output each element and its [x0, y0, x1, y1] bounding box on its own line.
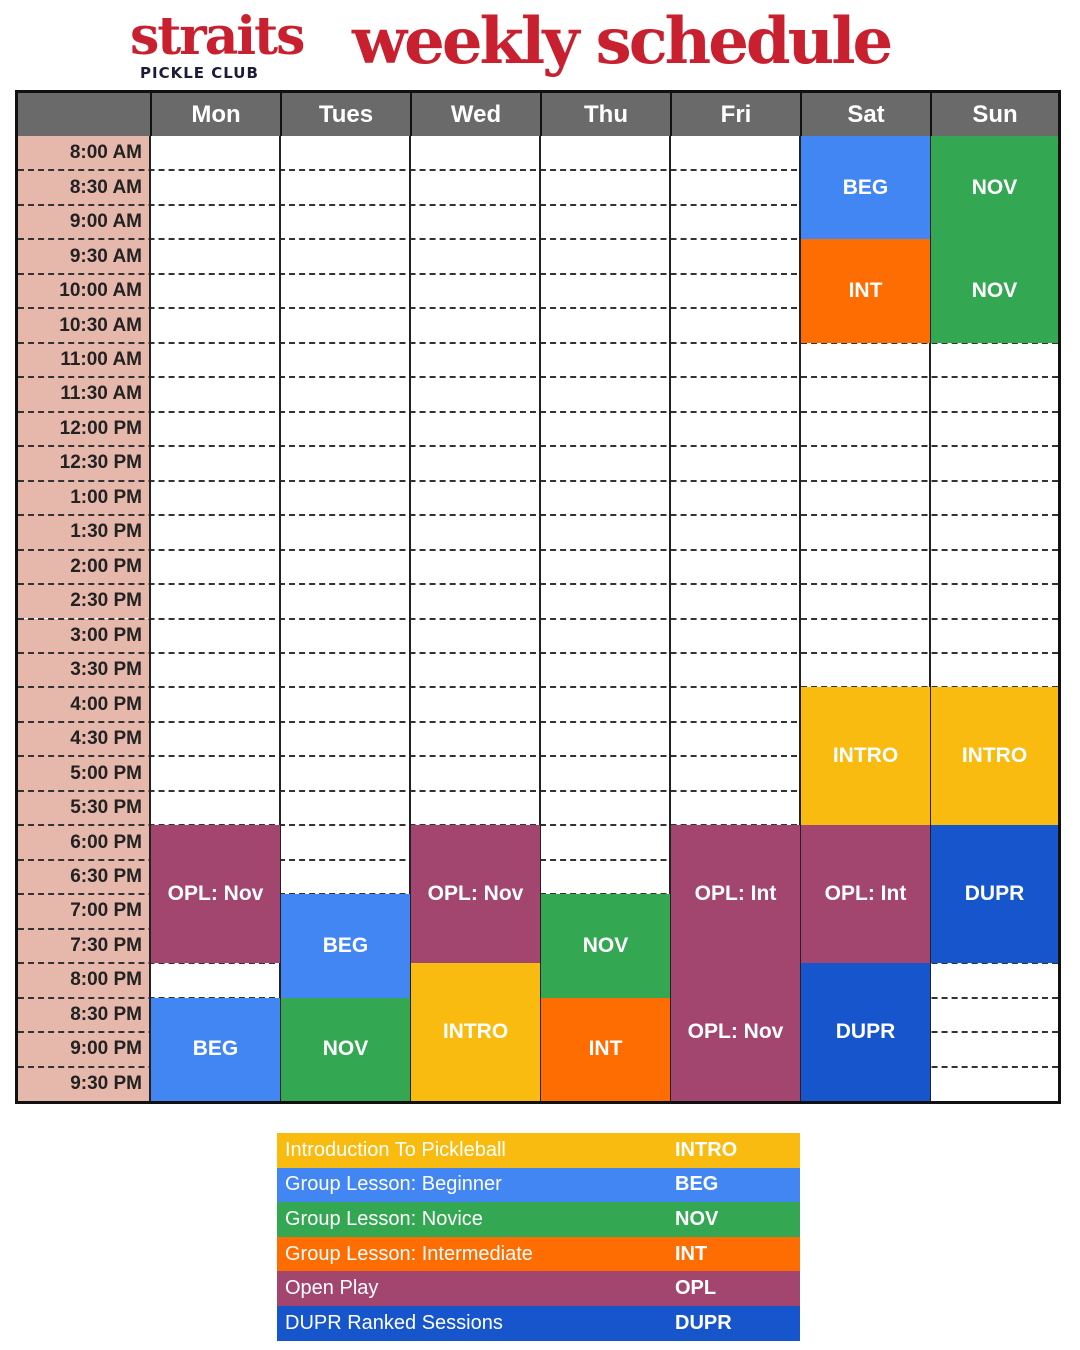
day-header-sat: Sat: [800, 93, 930, 136]
legend: [277, 1133, 800, 1341]
row-divider: [18, 618, 1058, 620]
session-block-beg[interactable]: BEG: [281, 894, 410, 997]
day-header-wed: Wed: [410, 93, 540, 136]
time-label: 3:00 PM: [18, 619, 150, 653]
row-divider: [18, 652, 1058, 654]
session-block-beg[interactable]: BEG: [151, 998, 280, 1101]
session-block-dupr[interactable]: DUPR: [801, 963, 930, 1101]
session-block-intro[interactable]: INTRO: [931, 687, 1058, 825]
legend-row-nov: [277, 1202, 800, 1237]
time-label: 10:30 AM: [18, 308, 150, 342]
time-label: 8:30 AM: [18, 170, 150, 204]
row-divider: [18, 376, 1058, 378]
session-block-dupr[interactable]: DUPR: [931, 825, 1058, 963]
session-block-opl[interactable]: OPL: Int: [801, 825, 930, 963]
legend-description: Group Lesson: Intermediate: [285, 1242, 533, 1265]
session-block-int[interactable]: INT: [541, 998, 670, 1101]
time-label: 6:30 PM: [18, 860, 150, 894]
session-block-nov[interactable]: NOV: [281, 998, 410, 1101]
session-block-int[interactable]: INT: [801, 239, 930, 342]
time-label: 3:30 PM: [18, 653, 150, 687]
time-label: 7:30 PM: [18, 929, 150, 963]
time-label: 9:30 PM: [18, 1067, 150, 1101]
time-label: 11:30 AM: [18, 377, 150, 411]
legend-row-int: [277, 1237, 800, 1272]
time-label: 8:00 PM: [18, 963, 150, 997]
time-label: 8:00 AM: [18, 136, 150, 170]
day-header-thu: Thu: [540, 93, 670, 136]
time-label: 12:30 PM: [18, 446, 150, 480]
legend-description: Open Play: [285, 1277, 379, 1300]
time-label: 6:00 PM: [18, 825, 150, 859]
legend-description: Introduction To Pickleball: [285, 1138, 506, 1161]
session-block-nov[interactable]: NOV: [931, 239, 1058, 342]
page-title: weekly schedule: [352, 4, 891, 79]
schedule-grid: [15, 90, 1061, 1104]
legend-description: Group Lesson: Novice: [285, 1207, 483, 1230]
day-header-row: [18, 93, 1058, 136]
session-block-beg[interactable]: BEG: [801, 136, 930, 239]
time-label: 7:00 PM: [18, 894, 150, 928]
time-label: 1:00 PM: [18, 481, 150, 515]
legend-code: NOV: [675, 1207, 719, 1230]
time-label: 1:30 PM: [18, 515, 150, 549]
time-label: 12:00 PM: [18, 412, 150, 446]
time-label: 11:00 AM: [18, 343, 150, 377]
brand-subtitle: PICKLE CLUB: [140, 64, 259, 82]
time-label: 8:30 PM: [18, 998, 150, 1032]
day-header-tues: Tues: [280, 93, 410, 136]
time-label: 5:30 PM: [18, 791, 150, 825]
session-block-intro[interactable]: INTRO: [801, 687, 930, 825]
time-label: 9:00 AM: [18, 205, 150, 239]
time-label: 2:00 PM: [18, 550, 150, 584]
session-block-opl[interactable]: OPL: Nov: [151, 825, 280, 963]
row-divider: [18, 411, 1058, 413]
time-label: 9:30 AM: [18, 239, 150, 273]
row-divider: [18, 549, 1058, 551]
row-divider: [18, 445, 1058, 447]
legend-code: INTRO: [675, 1138, 738, 1161]
brand-name: straits: [130, 6, 304, 67]
time-label: 5:00 PM: [18, 756, 150, 790]
legend-row-beg: [277, 1168, 800, 1203]
session-block-intro[interactable]: INTRO: [411, 963, 540, 1101]
legend-row-dupr: [277, 1306, 800, 1341]
session-block-opl[interactable]: OPL: Nov: [411, 825, 540, 963]
session-block-nov[interactable]: NOV: [541, 894, 670, 997]
legend-code: INT: [675, 1242, 708, 1265]
day-header-fri: Fri: [670, 93, 800, 136]
time-label: 4:30 PM: [18, 722, 150, 756]
time-label: 10:00 AM: [18, 274, 150, 308]
legend-code: DUPR: [675, 1311, 732, 1334]
day-header-sun: Sun: [930, 93, 1058, 136]
legend-description: DUPR Ranked Sessions: [285, 1311, 503, 1334]
time-label: 2:30 PM: [18, 584, 150, 618]
row-divider: [18, 583, 1058, 585]
day-header-mon: Mon: [150, 93, 280, 136]
legend-code: OPL: [675, 1277, 717, 1300]
session-block-opl[interactable]: OPL: Nov: [671, 963, 800, 1101]
brand-logo: [130, 2, 340, 84]
legend-row-intro: [277, 1133, 800, 1168]
session-block-nov[interactable]: NOV: [931, 136, 1058, 239]
legend-code: BEG: [675, 1173, 719, 1196]
legend-description: Group Lesson: Beginner: [285, 1173, 502, 1196]
row-divider: [18, 480, 1058, 482]
legend-row-opl: [277, 1271, 800, 1306]
row-divider: [18, 514, 1058, 516]
time-label: 4:00 PM: [18, 687, 150, 721]
session-block-opl[interactable]: OPL: Int: [671, 825, 800, 963]
time-label: 9:00 PM: [18, 1032, 150, 1066]
